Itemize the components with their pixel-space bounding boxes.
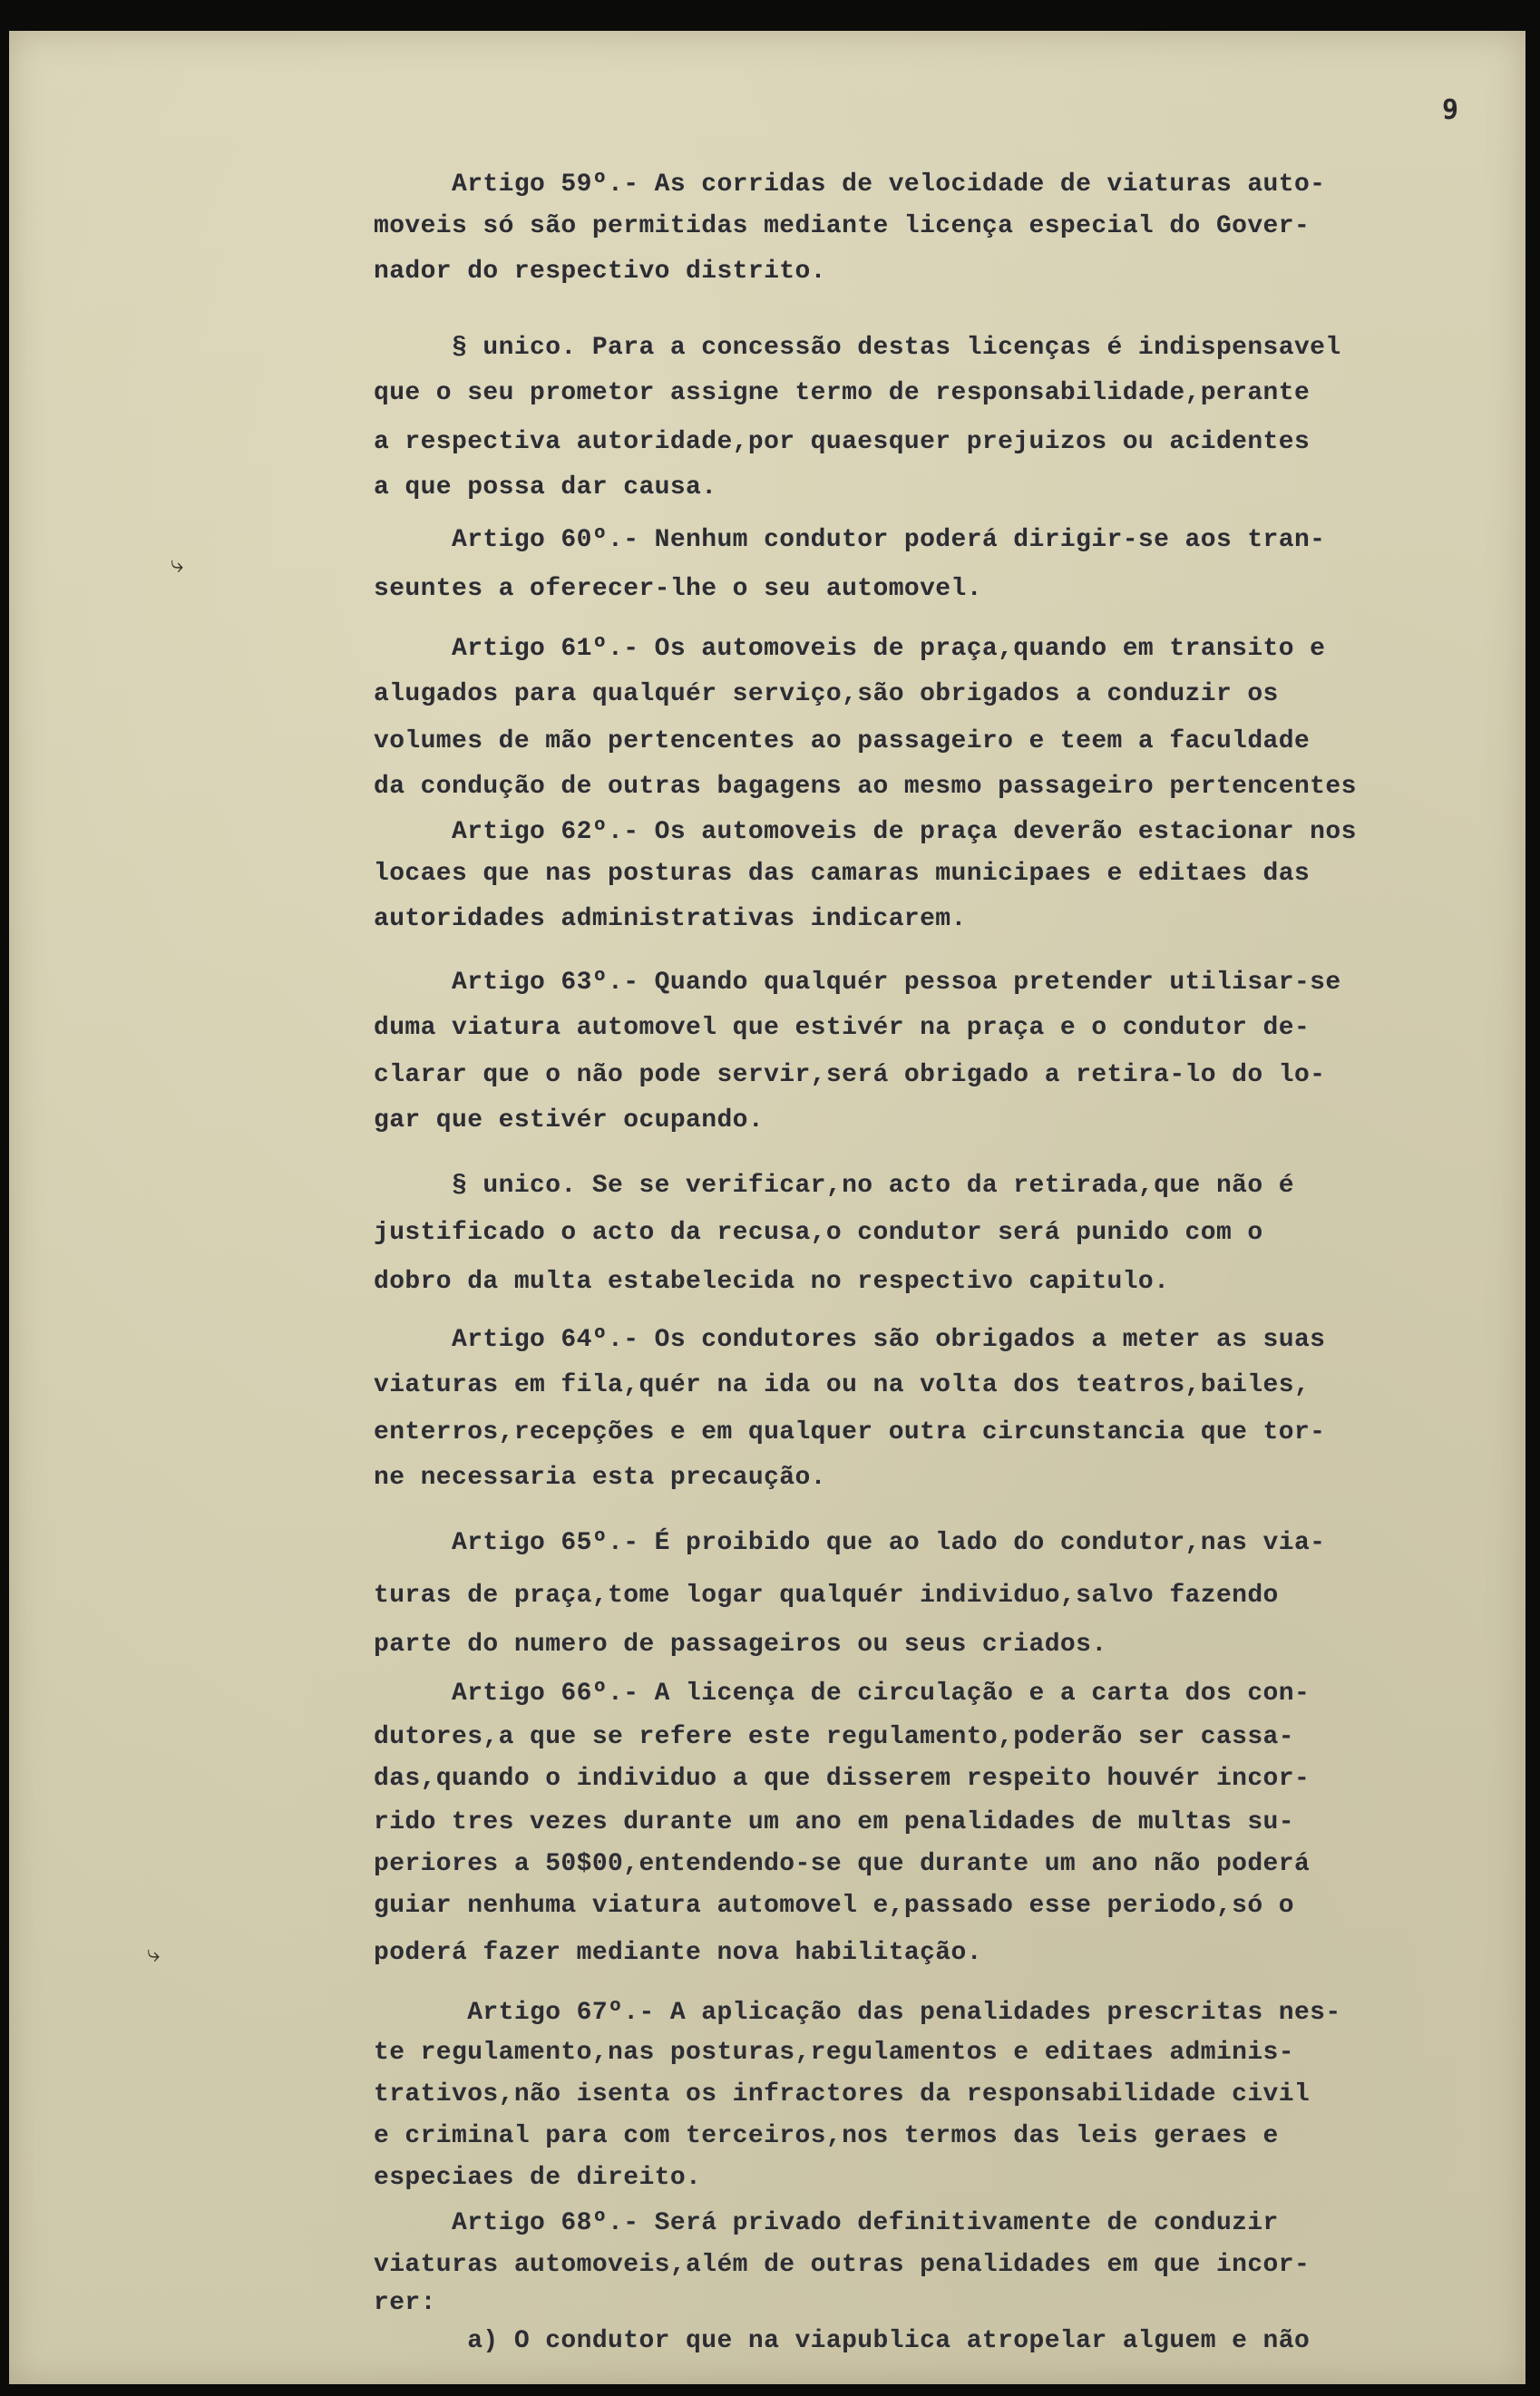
text-line: Artigo 66º.- A licença de circulação e a carta dos con- bbox=[374, 1680, 1311, 1708]
text-line: a respectiva autoridade,por quaesquer prejuizos ou acidentes bbox=[374, 428, 1311, 456]
text-line: especiaes de direito. bbox=[374, 2164, 702, 2192]
text-line: clarar que o não pode servir,será obrigado a retira-lo do lo- bbox=[374, 1061, 1326, 1089]
text-line: das,quando o individuo a que disserem respeito houvér incor- bbox=[374, 1765, 1311, 1793]
text-line: Artigo 67º.- A aplicação das penalidades prescritas nes- bbox=[374, 1999, 1341, 2027]
text-line: volumes de mão pertencentes ao passageiro e teem a faculdade bbox=[374, 727, 1311, 755]
text-line: guiar nenhuma viatura automovel e,passado esse periodo,só o bbox=[374, 1892, 1294, 1920]
text-line: Artigo 59º.- As corridas de velocidade de viaturas auto- bbox=[374, 170, 1326, 199]
text-line: da condução de outras bagagens ao mesmo passageiro pertencentes bbox=[374, 773, 1357, 801]
document-body bbox=[374, 167, 1524, 2355]
text-line: Artigo 64º.- Os condutores são obrigados a meter as suas bbox=[374, 1326, 1326, 1354]
text-line: duma viatura automovel que estivér na praça e o condutor de- bbox=[374, 1014, 1311, 1042]
text-line: te regulamento,nas posturas,regulamentos e editaes adminis- bbox=[374, 2039, 1294, 2067]
text-line: dutores,a que se refere este regulamento,poderão ser cassa- bbox=[374, 1723, 1294, 1751]
punch-mark-lower: ⤷ bbox=[147, 1941, 161, 1968]
text-line: nador do respectivo distrito. bbox=[374, 258, 826, 286]
text-line: rer: bbox=[374, 2289, 436, 2317]
text-line: turas de praça,tome logar qualquér individuo,salvo fazendo bbox=[374, 1582, 1279, 1610]
text-line: justificado o acto da recusa,o condutor será punido com o bbox=[374, 1219, 1263, 1247]
page-number: 9 bbox=[1442, 94, 1459, 126]
text-line: Artigo 61º.- Os automoveis de praça,quando em transito e bbox=[374, 635, 1326, 663]
text-line: Artigo 62º.- Os automoveis de praça deverão estacionar nos bbox=[374, 818, 1357, 846]
text-line: Artigo 63º.- Quando qualquér pessoa pretender utilisar-se bbox=[374, 969, 1341, 997]
text-line: rido tres vezes durante um ano em penalidades de multas su- bbox=[374, 1808, 1294, 1836]
text-line: a) O condutor que na viapublica atropelar alguem e não bbox=[374, 2327, 1311, 2355]
text-line: poderá fazer mediante nova habilitação. bbox=[374, 1939, 982, 1967]
text-line: Artigo 68º.- Será privado definitivamente de conduzir bbox=[374, 2209, 1279, 2237]
text-line: a que possa dar causa. bbox=[374, 473, 717, 502]
text-line: gar que estivér ocupando. bbox=[374, 1106, 765, 1135]
text-line: parte do numero de passageiros ou seus criados. bbox=[374, 1631, 1107, 1659]
text-line: viaturas automoveis,além de outras penalidades em que incor- bbox=[374, 2251, 1311, 2279]
text-line: dobro da multa estabelecida no respectivo capitulo. bbox=[374, 1268, 1170, 1296]
text-line: enterros,recepções e em qualquer outra circunstancia que tor- bbox=[374, 1418, 1326, 1446]
text-line: que o seu prometor assigne termo de responsabilidade,perante bbox=[374, 379, 1311, 407]
text-line: § unico. Para a concessão destas licenças é indispensavel bbox=[374, 334, 1341, 362]
text-line: locaes que nas posturas das camaras municipaes e editaes das bbox=[374, 860, 1311, 888]
text-line: autoridades administrativas indicarem. bbox=[374, 905, 967, 933]
text-line: periores a 50$00,entendendo-se que durante um ano não poderá bbox=[374, 1850, 1311, 1878]
document-page bbox=[9, 31, 1525, 2384]
text-line: ne necessaria esta precaução. bbox=[374, 1464, 826, 1492]
text-line: viaturas em fila,quér na ida ou na volta dos teatros,bailes, bbox=[374, 1371, 1311, 1399]
text-line: Artigo 60º.- Nenhum condutor poderá dirigir-se aos tran- bbox=[374, 526, 1326, 554]
punch-mark-upper: ⤷ bbox=[171, 551, 184, 579]
text-line: alugados para qualquér serviço,são obrigados a conduzir os bbox=[374, 680, 1279, 708]
text-line: Artigo 65º.- É proibido que ao lado do condutor,nas via- bbox=[374, 1529, 1326, 1557]
text-line: § unico. Se se verificar,no acto da retirada,que não é bbox=[374, 1172, 1294, 1200]
text-line: moveis só são permitidas mediante licença especial do Gover- bbox=[374, 212, 1311, 240]
text-line: seuntes a oferecer-lhe o seu automovel. bbox=[374, 575, 982, 603]
text-line: trativos,não isenta os infractores da responsabilidade civil bbox=[374, 2080, 1311, 2109]
text-line: e criminal para com terceiros,nos termos das leis geraes e bbox=[374, 2122, 1279, 2150]
